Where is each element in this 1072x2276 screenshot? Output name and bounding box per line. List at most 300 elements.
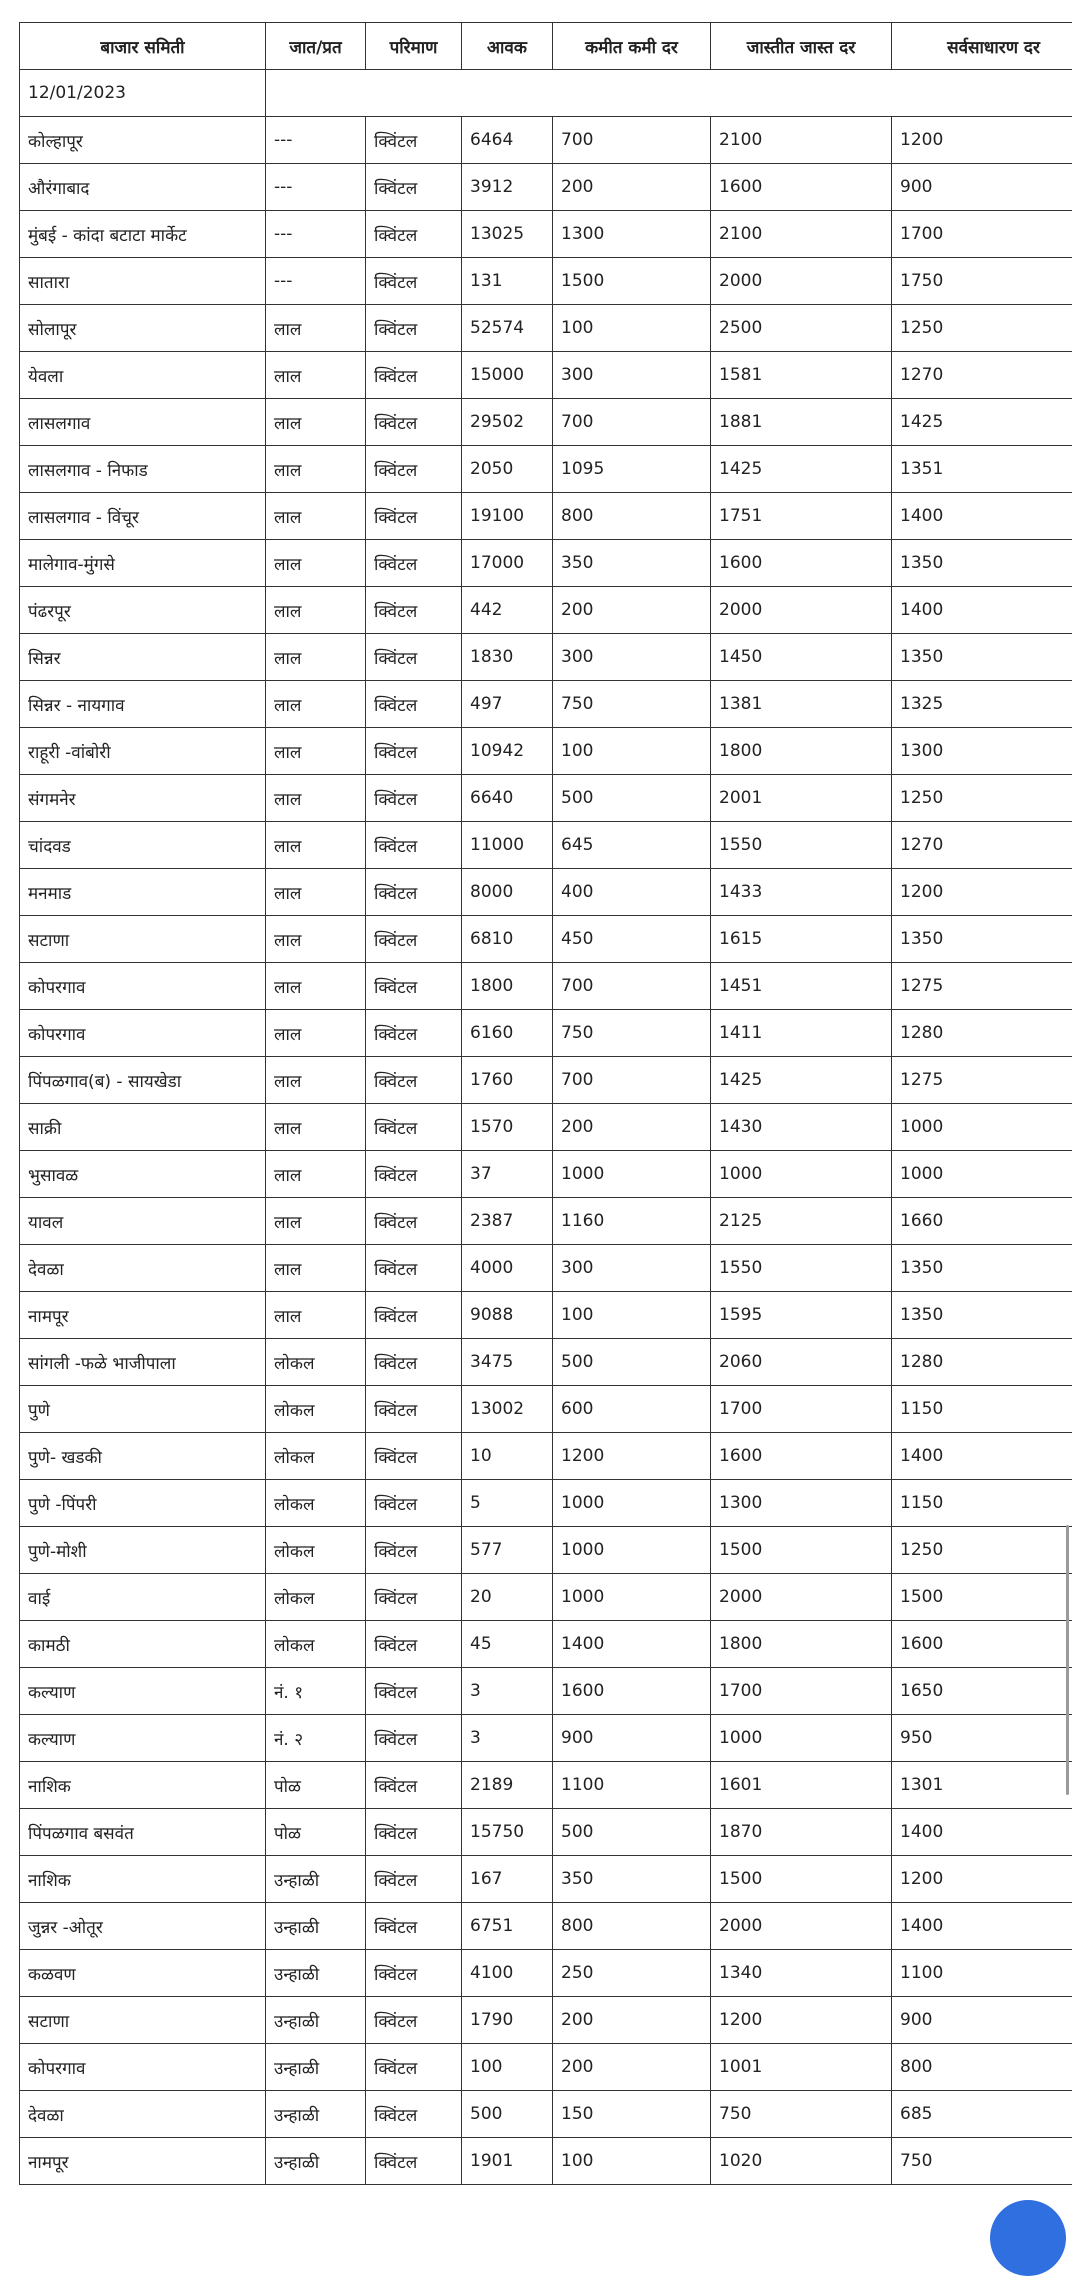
modal-rate-cell: 1150	[892, 1386, 1072, 1433]
market-cell: औरंगाबाद	[20, 164, 266, 211]
variety-cell: लोकल	[266, 1339, 366, 1386]
modal-rate-cell: 1350	[892, 540, 1072, 587]
min-rate-cell: 200	[553, 1104, 711, 1151]
modal-rate-cell: 950	[892, 1715, 1072, 1762]
unit-cell: क्विंटल	[366, 258, 462, 305]
modal-rate-cell: 1400	[892, 1433, 1072, 1480]
table-row	[20, 2091, 1072, 2138]
arrival-cell: 17000	[462, 540, 553, 587]
modal-rate-cell: 1325	[892, 681, 1072, 728]
unit-cell: क्विंटल	[366, 1621, 462, 1668]
market-cell: सांगली -फळे भाजीपाला	[20, 1339, 266, 1386]
modal-rate-cell: 1700	[892, 211, 1072, 258]
modal-rate-cell: 1400	[892, 1903, 1072, 1950]
unit-cell: क्विंटल	[366, 305, 462, 352]
table-row	[20, 1715, 1072, 1762]
market-cell: जुन्नर -ओतूर	[20, 1903, 266, 1950]
market-cell: सिन्नर	[20, 634, 266, 681]
unit-cell: क्विंटल	[366, 1245, 462, 1292]
modal-rate-cell: 1270	[892, 352, 1072, 399]
arrival-cell: 5	[462, 1480, 553, 1527]
market-cell: नामपूर	[20, 2138, 266, 2185]
unit-cell: क्विंटल	[366, 1668, 462, 1715]
min-rate-cell: 750	[553, 1010, 711, 1057]
arrival-cell: 6640	[462, 775, 553, 822]
header-min-rate: कमीत कमी दर	[553, 23, 711, 70]
min-rate-cell: 700	[553, 963, 711, 1010]
max-rate-cell: 2000	[711, 587, 892, 634]
modal-rate-cell: 685	[892, 2091, 1072, 2138]
min-rate-cell: 100	[553, 728, 711, 775]
unit-cell: क्विंटल	[366, 587, 462, 634]
table-row	[20, 446, 1072, 493]
market-cell: देवळा	[20, 2091, 266, 2138]
max-rate-cell: 1411	[711, 1010, 892, 1057]
table-row	[20, 1433, 1072, 1480]
modal-rate-cell: 1300	[892, 728, 1072, 775]
market-cell: पुणे	[20, 1386, 266, 1433]
modal-rate-cell: 1150	[892, 1480, 1072, 1527]
max-rate-cell: 1381	[711, 681, 892, 728]
header-arrival: आवक	[462, 23, 553, 70]
modal-rate-cell: 1200	[892, 869, 1072, 916]
max-rate-cell: 1600	[711, 1433, 892, 1480]
market-cell: सिन्नर - नायगाव	[20, 681, 266, 728]
max-rate-cell: 1020	[711, 2138, 892, 2185]
unit-cell: क्विंटल	[366, 211, 462, 258]
max-rate-cell: 2000	[711, 1574, 892, 1621]
table-row	[20, 1010, 1072, 1057]
header-row	[20, 23, 1072, 70]
min-rate-cell: 200	[553, 2044, 711, 2091]
modal-rate-cell: 900	[892, 164, 1072, 211]
table-row	[20, 1762, 1072, 1809]
variety-cell: लाल	[266, 587, 366, 634]
min-rate-cell: 800	[553, 1903, 711, 1950]
arrival-cell: 442	[462, 587, 553, 634]
variety-cell: उन्हाळी	[266, 2138, 366, 2185]
variety-cell: लाल	[266, 493, 366, 540]
table-row	[20, 1574, 1072, 1621]
unit-cell: क्विंटल	[366, 681, 462, 728]
market-cell: पंढरपूर	[20, 587, 266, 634]
unit-cell: क्विंटल	[366, 775, 462, 822]
market-cell: मनमाड	[20, 869, 266, 916]
market-cell: कोल्हापूर	[20, 117, 266, 164]
arrival-cell: 6810	[462, 916, 553, 963]
variety-cell: लोकल	[266, 1433, 366, 1480]
market-cell: येवला	[20, 352, 266, 399]
table-row	[20, 681, 1072, 728]
modal-rate-cell: 1000	[892, 1104, 1072, 1151]
min-rate-cell: 1100	[553, 1762, 711, 1809]
table-row	[20, 1057, 1072, 1104]
market-cell: संगमनेर	[20, 775, 266, 822]
unit-cell: क्विंटल	[366, 2091, 462, 2138]
max-rate-cell: 1340	[711, 1950, 892, 1997]
max-rate-cell: 1451	[711, 963, 892, 1010]
variety-cell: उन्हाळी	[266, 2044, 366, 2091]
modal-rate-cell: 1350	[892, 1245, 1072, 1292]
market-cell: यावल	[20, 1198, 266, 1245]
variety-cell: उन्हाळी	[266, 2091, 366, 2138]
market-cell: भुसावळ	[20, 1151, 266, 1198]
modal-rate-cell: 1500	[892, 1574, 1072, 1621]
modal-rate-cell: 1280	[892, 1339, 1072, 1386]
max-rate-cell: 1000	[711, 1151, 892, 1198]
arrival-cell: 13002	[462, 1386, 553, 1433]
market-cell: नामपूर	[20, 1292, 266, 1339]
max-rate-cell: 1001	[711, 2044, 892, 2091]
max-rate-cell: 2060	[711, 1339, 892, 1386]
min-rate-cell: 900	[553, 1715, 711, 1762]
arrival-cell: 2189	[462, 1762, 553, 1809]
market-cell: पुणे-मोशी	[20, 1527, 266, 1574]
arrival-cell: 9088	[462, 1292, 553, 1339]
variety-cell: लाल	[266, 1151, 366, 1198]
modal-rate-cell: 1200	[892, 117, 1072, 164]
max-rate-cell: 1300	[711, 1480, 892, 1527]
variety-cell: ---	[266, 211, 366, 258]
market-cell: लासलगाव	[20, 399, 266, 446]
modal-rate-cell: 1660	[892, 1198, 1072, 1245]
arrival-cell: 3475	[462, 1339, 553, 1386]
variety-cell: लाल	[266, 1104, 366, 1151]
market-cell: लासलगाव - निफाड	[20, 446, 266, 493]
max-rate-cell: 2500	[711, 305, 892, 352]
unit-cell: क्विंटल	[366, 1057, 462, 1104]
market-cell: सटाणा	[20, 916, 266, 963]
unit-cell: क्विंटल	[366, 634, 462, 681]
min-rate-cell: 1500	[553, 258, 711, 305]
unit-cell: क्विंटल	[366, 1151, 462, 1198]
max-rate-cell: 1581	[711, 352, 892, 399]
table-row	[20, 1386, 1072, 1433]
variety-cell: लाल	[266, 540, 366, 587]
market-cell: वाई	[20, 1574, 266, 1621]
max-rate-cell: 2125	[711, 1198, 892, 1245]
market-cell: कामठी	[20, 1621, 266, 1668]
max-rate-cell: 1550	[711, 822, 892, 869]
max-rate-cell: 1600	[711, 164, 892, 211]
min-rate-cell: 1095	[553, 446, 711, 493]
variety-cell: लाल	[266, 1010, 366, 1057]
arrival-cell: 29502	[462, 399, 553, 446]
table-row	[20, 1151, 1072, 1198]
unit-cell: क्विंटल	[366, 1903, 462, 1950]
scrollbar[interactable]	[1066, 1525, 1069, 1795]
max-rate-cell: 1000	[711, 1715, 892, 1762]
max-rate-cell: 1433	[711, 869, 892, 916]
min-rate-cell: 500	[553, 775, 711, 822]
market-cell: कोपरगाव	[20, 963, 266, 1010]
unit-cell: क्विंटल	[366, 1386, 462, 1433]
arrival-cell: 1800	[462, 963, 553, 1010]
unit-cell: क्विंटल	[366, 1433, 462, 1480]
modal-rate-cell: 1351	[892, 446, 1072, 493]
table-row	[20, 1198, 1072, 1245]
arrival-cell: 1570	[462, 1104, 553, 1151]
max-rate-cell: 1200	[711, 1997, 892, 2044]
market-cell: पिंपळगाव(ब) - सायखेडा	[20, 1057, 266, 1104]
min-rate-cell: 100	[553, 1292, 711, 1339]
unit-cell: क्विंटल	[366, 1762, 462, 1809]
variety-cell: लाल	[266, 916, 366, 963]
arrival-cell: 1760	[462, 1057, 553, 1104]
arrival-cell: 3	[462, 1715, 553, 1762]
table-row	[20, 1903, 1072, 1950]
min-rate-cell: 200	[553, 1997, 711, 2044]
market-cell: पुणे -पिंपरी	[20, 1480, 266, 1527]
variety-cell: ---	[266, 117, 366, 164]
table-row	[20, 1997, 1072, 2044]
table-row	[20, 916, 1072, 963]
modal-rate-cell: 1425	[892, 399, 1072, 446]
variety-cell: लोकल	[266, 1621, 366, 1668]
unit-cell: क्विंटल	[366, 117, 462, 164]
variety-cell: लोकल	[266, 1527, 366, 1574]
market-cell: कल्याण	[20, 1668, 266, 1715]
market-cell: मुंबई - कांदा बटाटा मार्केट	[20, 211, 266, 258]
arrival-cell: 20	[462, 1574, 553, 1621]
table-row	[20, 822, 1072, 869]
table-row	[20, 1621, 1072, 1668]
max-rate-cell: 1800	[711, 728, 892, 775]
modal-rate-cell: 800	[892, 2044, 1072, 2091]
arrival-cell: 11000	[462, 822, 553, 869]
arrival-cell: 13025	[462, 211, 553, 258]
table-row	[20, 1104, 1072, 1151]
floating-action-button[interactable]	[990, 2200, 1066, 2276]
arrival-cell: 500	[462, 2091, 553, 2138]
max-rate-cell: 1500	[711, 1527, 892, 1574]
max-rate-cell: 2000	[711, 258, 892, 305]
min-rate-cell: 500	[553, 1809, 711, 1856]
table-row	[20, 258, 1072, 305]
min-rate-cell: 1000	[553, 1151, 711, 1198]
max-rate-cell: 2100	[711, 211, 892, 258]
unit-cell: क्विंटल	[366, 1010, 462, 1057]
arrival-cell: 15000	[462, 352, 553, 399]
modal-rate-cell: 1600	[892, 1621, 1072, 1668]
variety-cell: लाल	[266, 822, 366, 869]
arrival-cell: 1790	[462, 1997, 553, 2044]
table-row	[20, 1856, 1072, 1903]
min-rate-cell: 1300	[553, 211, 711, 258]
modal-rate-cell: 1280	[892, 1010, 1072, 1057]
min-rate-cell: 250	[553, 1950, 711, 1997]
unit-cell: क्विंटल	[366, 1339, 462, 1386]
market-cell: मालेगाव-मुंगसे	[20, 540, 266, 587]
table-row	[20, 493, 1072, 540]
arrival-cell: 4100	[462, 1950, 553, 1997]
modal-rate-cell: 750	[892, 2138, 1072, 2185]
min-rate-cell: 500	[553, 1339, 711, 1386]
min-rate-cell: 700	[553, 1057, 711, 1104]
max-rate-cell: 1881	[711, 399, 892, 446]
market-cell: कळवण	[20, 1950, 266, 1997]
variety-cell: लाल	[266, 681, 366, 728]
min-rate-cell: 350	[553, 540, 711, 587]
variety-cell: लाल	[266, 352, 366, 399]
min-rate-cell: 400	[553, 869, 711, 916]
table-row	[20, 869, 1072, 916]
max-rate-cell: 1425	[711, 1057, 892, 1104]
arrival-cell: 45	[462, 1621, 553, 1668]
max-rate-cell: 1550	[711, 1245, 892, 1292]
modal-rate-cell: 1350	[892, 634, 1072, 681]
min-rate-cell: 450	[553, 916, 711, 963]
max-rate-cell: 750	[711, 2091, 892, 2138]
table-row	[20, 211, 1072, 258]
min-rate-cell: 350	[553, 1856, 711, 1903]
unit-cell: क्विंटल	[366, 1997, 462, 2044]
unit-cell: क्विंटल	[366, 963, 462, 1010]
header-variety: जात/प्रत	[266, 23, 366, 70]
max-rate-cell: 1870	[711, 1809, 892, 1856]
modal-rate-cell: 1650	[892, 1668, 1072, 1715]
variety-cell: लाल	[266, 1057, 366, 1104]
variety-cell: लाल	[266, 305, 366, 352]
variety-cell: लोकल	[266, 1480, 366, 1527]
min-rate-cell: 1200	[553, 1433, 711, 1480]
unit-cell: क्विंटल	[366, 1527, 462, 1574]
arrival-cell: 15750	[462, 1809, 553, 1856]
table-row	[20, 1668, 1072, 1715]
market-cell: सातारा	[20, 258, 266, 305]
table-row	[20, 1339, 1072, 1386]
variety-cell: लोकल	[266, 1386, 366, 1433]
modal-rate-cell: 1270	[892, 822, 1072, 869]
variety-cell: उन्हाळी	[266, 1903, 366, 1950]
market-cell: कल्याण	[20, 1715, 266, 1762]
header-unit: परिमाण	[366, 23, 462, 70]
min-rate-cell: 600	[553, 1386, 711, 1433]
date-cell: 12/01/2023	[20, 70, 266, 117]
table-row	[20, 305, 1072, 352]
unit-cell: क्विंटल	[366, 1809, 462, 1856]
variety-cell: लाल	[266, 1198, 366, 1245]
min-rate-cell: 150	[553, 2091, 711, 2138]
arrival-cell: 167	[462, 1856, 553, 1903]
variety-cell: उन्हाळी	[266, 1997, 366, 2044]
min-rate-cell: 300	[553, 1245, 711, 1292]
table-row	[20, 2044, 1072, 2091]
max-rate-cell: 2100	[711, 117, 892, 164]
min-rate-cell: 800	[553, 493, 711, 540]
min-rate-cell: 645	[553, 822, 711, 869]
min-rate-cell: 1000	[553, 1527, 711, 1574]
date-row	[20, 70, 1072, 117]
date-row-filler	[266, 70, 1072, 117]
variety-cell: लाल	[266, 399, 366, 446]
variety-cell: लाल	[266, 728, 366, 775]
variety-cell: उन्हाळी	[266, 1856, 366, 1903]
variety-cell: लाल	[266, 1292, 366, 1339]
table-row	[20, 164, 1072, 211]
arrival-cell: 6160	[462, 1010, 553, 1057]
market-cell: राहूरी -वांबोरी	[20, 728, 266, 775]
table-row	[20, 540, 1072, 587]
min-rate-cell: 1600	[553, 1668, 711, 1715]
arrival-cell: 4000	[462, 1245, 553, 1292]
modal-rate-cell: 900	[892, 1997, 1072, 2044]
arrival-cell: 37	[462, 1151, 553, 1198]
modal-rate-cell: 1400	[892, 587, 1072, 634]
max-rate-cell: 1500	[711, 1856, 892, 1903]
header-max-rate: जास्तीत जास्त दर	[711, 23, 892, 70]
max-rate-cell: 1800	[711, 1621, 892, 1668]
variety-cell: लाल	[266, 1245, 366, 1292]
min-rate-cell: 200	[553, 587, 711, 634]
max-rate-cell: 1450	[711, 634, 892, 681]
table-row	[20, 634, 1072, 681]
min-rate-cell: 1160	[553, 1198, 711, 1245]
variety-cell: पोळ	[266, 1762, 366, 1809]
unit-cell: क्विंटल	[366, 164, 462, 211]
min-rate-cell: 1000	[553, 1480, 711, 1527]
unit-cell: क्विंटल	[366, 2044, 462, 2091]
unit-cell: क्विंटल	[366, 1950, 462, 1997]
unit-cell: क्विंटल	[366, 540, 462, 587]
table-row	[20, 963, 1072, 1010]
variety-cell: उन्हाळी	[266, 1950, 366, 1997]
arrival-cell: 19100	[462, 493, 553, 540]
market-cell: सोलापूर	[20, 305, 266, 352]
min-rate-cell: 100	[553, 2138, 711, 2185]
table-row	[20, 2138, 1072, 2185]
min-rate-cell: 700	[553, 117, 711, 164]
max-rate-cell: 1700	[711, 1386, 892, 1433]
modal-rate-cell: 1250	[892, 775, 1072, 822]
header-market: बाजार समिती	[20, 23, 266, 70]
max-rate-cell: 1601	[711, 1762, 892, 1809]
max-rate-cell: 1425	[711, 446, 892, 493]
modal-rate-cell: 1200	[892, 1856, 1072, 1903]
min-rate-cell: 100	[553, 305, 711, 352]
market-cell: पुणे- खडकी	[20, 1433, 266, 1480]
variety-cell: ---	[266, 258, 366, 305]
table-row	[20, 1527, 1072, 1574]
table-row	[20, 1245, 1072, 1292]
unit-cell: क्विंटल	[366, 1574, 462, 1621]
price-table-container	[19, 22, 1072, 2185]
table-row	[20, 1809, 1072, 1856]
min-rate-cell: 200	[553, 164, 711, 211]
modal-rate-cell: 1350	[892, 1292, 1072, 1339]
unit-cell: क्विंटल	[366, 1715, 462, 1762]
modal-rate-cell: 1250	[892, 1527, 1072, 1574]
table-row	[20, 728, 1072, 775]
modal-rate-cell: 1275	[892, 1057, 1072, 1104]
max-rate-cell: 2000	[711, 1903, 892, 1950]
arrival-cell: 3912	[462, 164, 553, 211]
unit-cell: क्विंटल	[366, 446, 462, 493]
unit-cell: क्विंटल	[366, 822, 462, 869]
arrival-cell: 1901	[462, 2138, 553, 2185]
arrival-cell: 6464	[462, 117, 553, 164]
modal-rate-cell: 1400	[892, 493, 1072, 540]
min-rate-cell: 750	[553, 681, 711, 728]
unit-cell: क्विंटल	[366, 399, 462, 446]
min-rate-cell: 700	[553, 399, 711, 446]
table-row	[20, 1950, 1072, 1997]
max-rate-cell: 1751	[711, 493, 892, 540]
variety-cell: लाल	[266, 963, 366, 1010]
max-rate-cell: 1600	[711, 540, 892, 587]
table-row	[20, 1292, 1072, 1339]
unit-cell: क्विंटल	[366, 916, 462, 963]
